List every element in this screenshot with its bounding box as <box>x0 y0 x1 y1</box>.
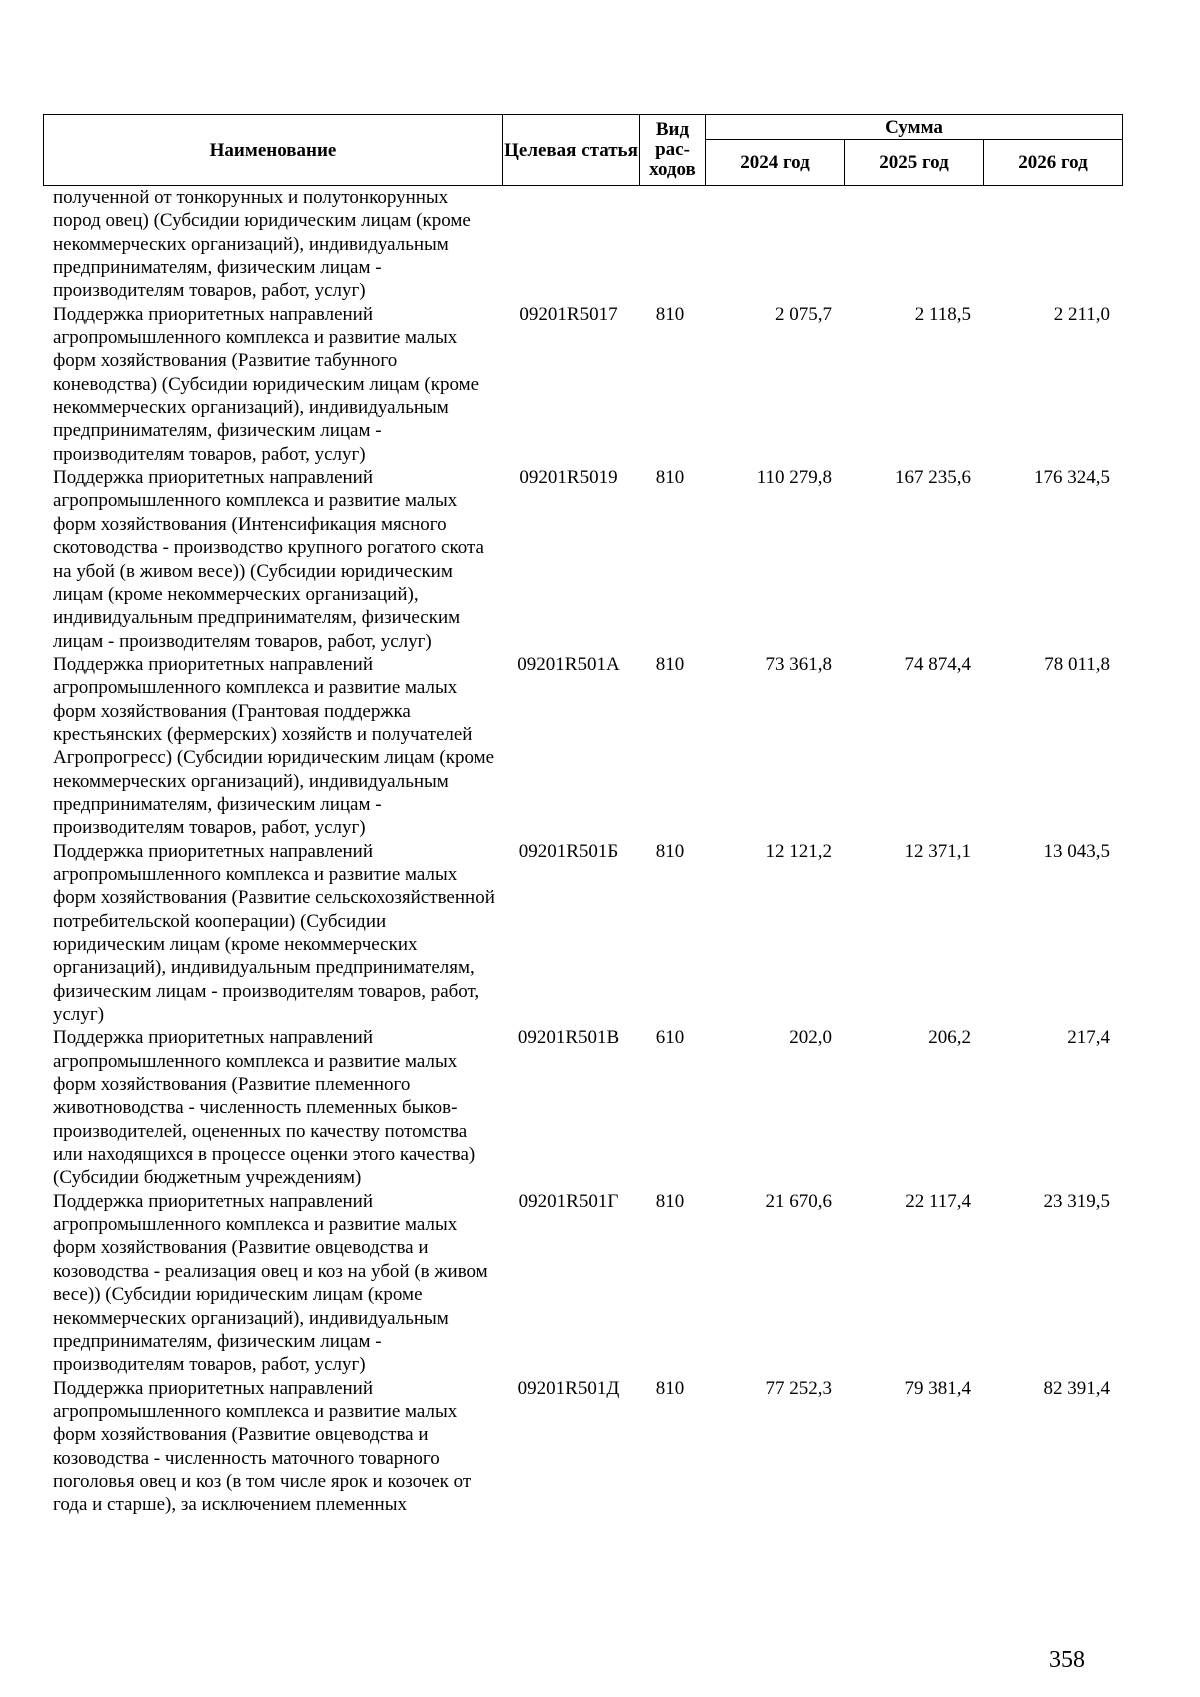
row-vid: 810 <box>655 653 685 675</box>
header-name: Наименование <box>44 115 503 186</box>
row-name: Поддержка приоритетных направлений агропромышленного комплекса и развитие малых форм хозяйствования (Развитие овцеводства и козоводства - реализация овец и коз на убой (в живом весе)) (Субсидии юридическим лицам (кроме некоммерческих организаций), индивидуальным предпринимателям, физическим лицам - производителям товаров, работ, услуг) <box>53 1190 488 1376</box>
table-header <box>43 114 1123 186</box>
table-body <box>43 186 1123 1517</box>
table-row <box>43 466 1123 653</box>
table-row <box>43 186 1123 303</box>
row-value-2024: 202,0 <box>789 1027 832 1049</box>
table-row <box>43 303 1123 466</box>
header-code: Целевая статья <box>503 115 640 186</box>
row-value-2026: 78 011,8 <box>1044 653 1110 675</box>
row-value-2026: 82 391,4 <box>1043 1377 1110 1399</box>
table-row <box>43 1026 1123 1189</box>
table-row <box>43 1377 1123 1517</box>
row-name: Поддержка приоритетных направлений агропромышленного комплекса и развитие малых форм хозяйствования (Развитие овцеводства и козоводства - численность маточного товарного поголовья овец и коз (в том числе ярок и козочек от года и старше), за исключением племенных <box>53 1377 472 1516</box>
header-year-2024: 2024 год <box>706 140 845 186</box>
table-row <box>43 840 1123 1027</box>
row-value-2026: 217,4 <box>1067 1027 1110 1049</box>
row-vid <box>637 186 703 303</box>
row-code: 09201R501А <box>517 653 620 675</box>
row-value-2025: 167 235,6 <box>895 467 971 489</box>
row-value-2026: 176 324,5 <box>1034 467 1110 489</box>
row-vid: 810 <box>655 1190 685 1212</box>
row-code: 09201R501Б <box>518 840 619 862</box>
row-value-2025 <box>842 186 981 303</box>
row-value-2026: 23 319,5 <box>1043 1190 1110 1212</box>
row-value-2024: 12 121,2 <box>765 840 832 862</box>
row-code: 09201R5019 <box>519 467 618 489</box>
row-vid: 810 <box>655 303 685 325</box>
row-value-2025: 22 117,4 <box>905 1190 971 1212</box>
row-code: 09201R501Г <box>518 1190 619 1212</box>
header-sum: Сумма <box>706 115 1123 140</box>
row-value-2024: 77 252,3 <box>765 1377 832 1399</box>
row-value-2026 <box>981 186 1120 303</box>
row-code: 09201R501В <box>517 1027 620 1049</box>
row-code: 09201R501Д <box>517 1377 620 1399</box>
row-value-2025: 12 371,1 <box>904 840 971 862</box>
row-value-2025: 206,2 <box>928 1027 971 1049</box>
row-vid: 810 <box>655 840 685 862</box>
row-value-2026: 2 211,0 <box>1053 303 1110 325</box>
row-vid: 610 <box>655 1027 685 1049</box>
row-vid: 810 <box>655 467 685 489</box>
row-value-2025: 2 118,5 <box>914 303 971 325</box>
row-name: Поддержка приоритетных направлений агропромышленного комплекса и развитие малых форм хозяйствования (Грантовая поддержка крестьянских (фермерских) хозяйств и получателей Агропрогресс) (Субсидии юридическим лицам (кроме некоммерческих организаций), индивидуальным предпринимателям, физическим лицам - производителям товаров, работ, услуг) <box>53 653 495 839</box>
header-year-2025: 2025 год <box>845 140 984 186</box>
row-value-2025: 74 874,4 <box>904 653 971 675</box>
row-value-2025: 79 381,4 <box>904 1377 971 1399</box>
table-row <box>43 653 1123 840</box>
row-code <box>500 186 637 303</box>
row-name: полученной от тонкорунных и полутонкорунных пород овец) (Субсидии юридическим лицам (кроме некоммерческих организаций), индивидуальным предпринимателям, физическим лицам - производителям товаров, работ, услуг) <box>53 187 471 302</box>
row-value-2026: 13 043,5 <box>1043 840 1110 862</box>
row-name: Поддержка приоритетных направлений агропромышленного комплекса и развитие малых форм хозяйствования (Интенсификация мясного скотоводства - производство крупного рогатого скота на убой (в живом весе)) (Субсидии юридическим лицам (кроме некоммерческих организаций), индивидуальным предпринимателям, физическим лицам - производителям товаров, работ, услуг) <box>53 467 484 652</box>
row-value-2024 <box>703 186 842 303</box>
row-value-2024: 73 361,8 <box>765 653 832 675</box>
row-name: Поддержка приоритетных направлений агропромышленного комплекса и развитие малых форм хозяйствования (Развитие сельскохозяйственной потребительской кооперации) (Субсидии юридическим лицам (кроме некоммерческих организаций), индивидуальным предпринимателям, физическим лицам - производителям товаров, работ, услуг) <box>53 840 495 1026</box>
page-number: 358 <box>1049 1647 1085 1673</box>
table-row <box>43 1190 1123 1377</box>
row-name: Поддержка приоритетных направлений агропромышленного комплекса и развитие малых форм хозяйствования (Развитие табунного коневодства) (Субсидии юридическим лицам (кроме некоммерческих организаций), индивидуальным предпринимателям, физическим лицам - производителям товаров, работ, услуг) <box>53 303 480 465</box>
row-code: 09201R5017 <box>519 303 618 325</box>
row-name: Поддержка приоритетных направлений агропромышленного комплекса и развитие малых форм хозяйствования (Развитие племенного животноводства - численность племенных быков-производителей, оцененных по качеству потомства или находящихся в процессе оценки этого качества) (Субсидии бюджетным учреждениям) <box>53 1027 476 1189</box>
header-vid: Вид рас-ходов <box>640 115 706 186</box>
row-value-2024: 2 075,7 <box>775 303 832 325</box>
header-year-2026: 2026 год <box>984 140 1123 186</box>
row-value-2024: 21 670,6 <box>765 1190 832 1212</box>
row-value-2024: 110 279,8 <box>756 467 832 489</box>
row-vid: 810 <box>655 1377 685 1399</box>
